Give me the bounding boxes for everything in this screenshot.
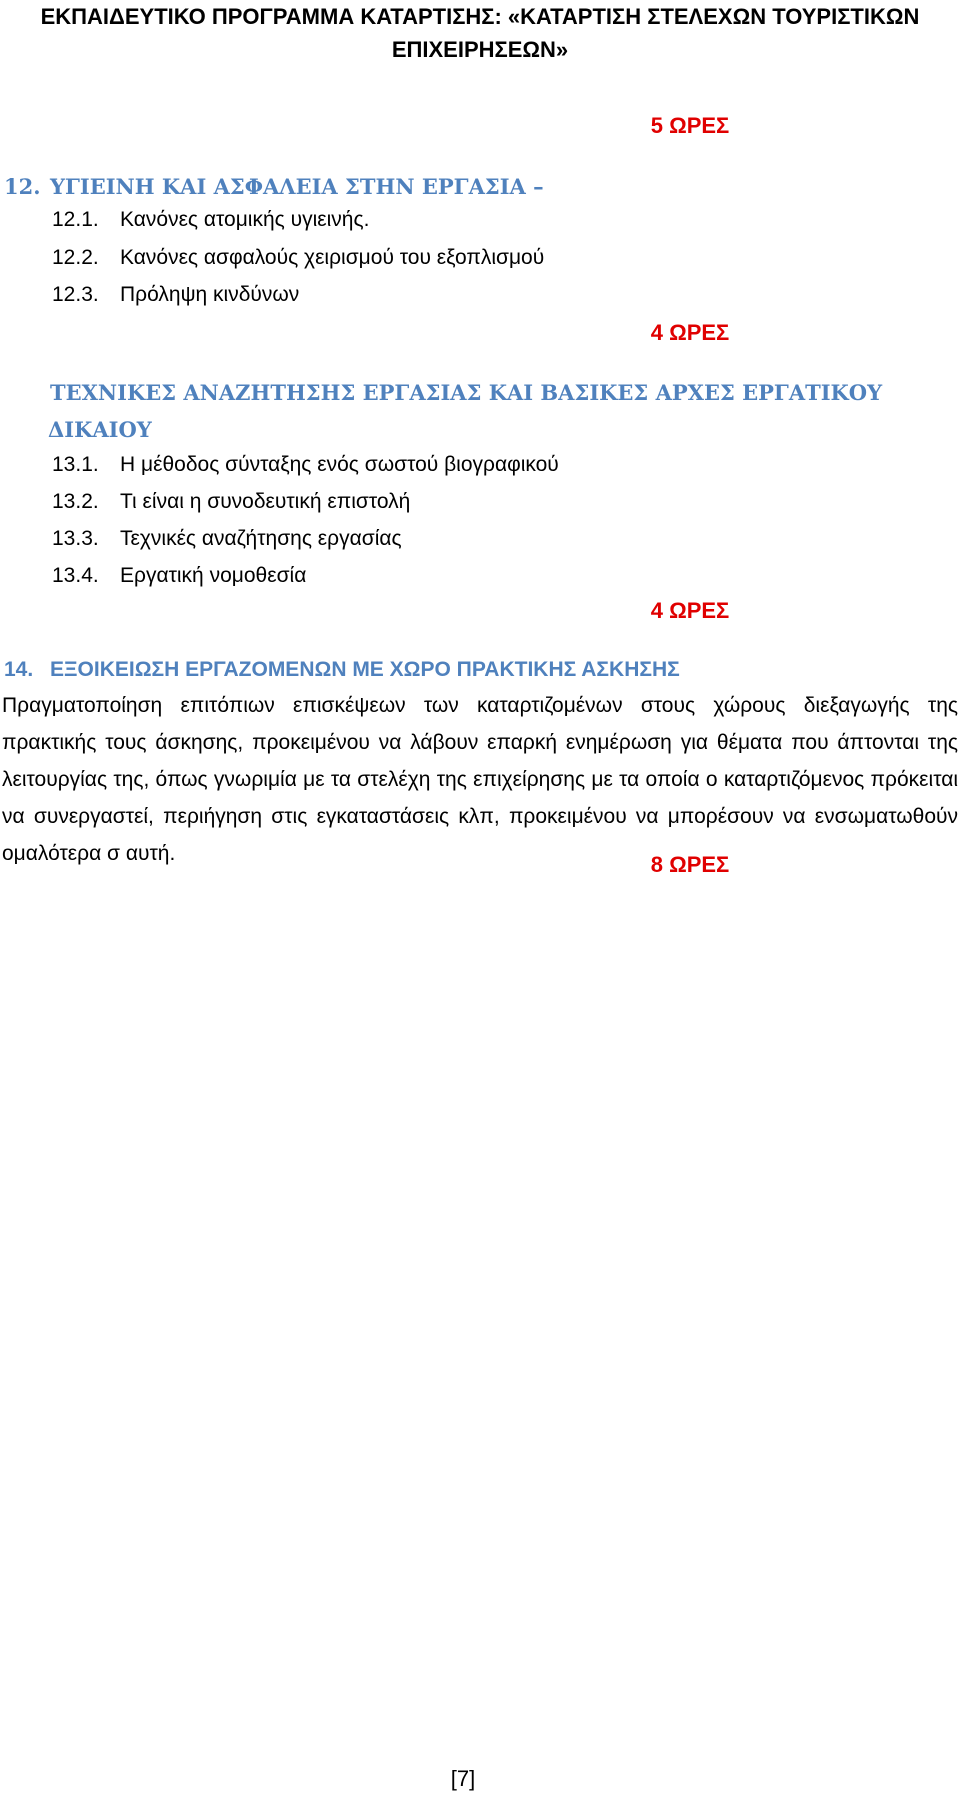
item-13-3-text: Τεχνικές αναζήτησης εργασίας (120, 527, 402, 550)
section-13-title-text: ΤΕΧΝΙΚΕΣ ΑΝΑΖΗΤΗΣΗΣ ΕΡΓΑΣΙΑΣ ΚΑΙ ΒΑΣΙΚΕΣ ΑΡΧΕΣ ΕΡΓΑΤΙΚΟΥ ΔΙΚΑΙΟΥ (48, 380, 883, 442)
item-13-2-number: 13.2. (52, 490, 99, 513)
section-12-end-hours: 4 ΩΡΕΣ (650, 320, 730, 345)
section-13-number (4, 374, 50, 411)
section-12-title (4, 168, 944, 205)
page-number: [7] (450, 1766, 476, 1791)
item-12-3-number: 12.3. (52, 283, 99, 306)
item-12-3-text: Πρόληψη κινδύνων (120, 283, 300, 306)
item-12-1-text: Κανόνες ατομικής υγιεινής. (120, 208, 370, 231)
section-12-hours: 5 ΩΡΕΣ (650, 113, 730, 138)
section-14-hours: 8 ΩΡΕΣ (650, 852, 730, 877)
section-14-paragraph: Πραγματοποίηση επιτόπιων επισκέψεων των καταρτιζομένων στους χώρους διεξαγωγής της πρακτικής τους άσκησης, προκειμένου να λάβουν επαρκή ενημέρωση για θέματα που άπτονται της λειτουργίας της, όπως γνωριμία με τα στελέχη της επιχείρησης με τα οποία ο καταρτιζόμενος πρόκειται να συνεργαστεί, περιήγηση στις εγκαταστάσεις κλπ, προκειμένου να μπορέσουν να ενσωματωθούν ομαλότερα σ αυτή. (2, 694, 958, 865)
document-title-line-1: ΕΚΠΑΙΔΕΥΤΙΚΟ ΠΡΟΓΡΑΜΜΑ ΚΑΤΑΡΤΙΣΗΣ: «ΚΑΤΑΡΤΙΣΗ ΣΤΕΛΕΧΩΝ ΤΟΥΡΙΣΤΙΚΩΝ (40, 4, 920, 29)
section-12-number: 12. (4, 174, 41, 199)
document-header (0, 0, 960, 66)
item-13-1-text: Η μέθοδος σύνταξης ενός σωστού βιογραφικού (120, 453, 559, 476)
item-13-4-text: Εργατική νομοθεσία (120, 564, 307, 587)
item-12-1 (52, 205, 369, 235)
document-title-line-2: ΕΠΙΧΕΙΡΗΣΕΩΝ» (391, 37, 569, 62)
item-12-3 (52, 280, 299, 310)
section-14-title (4, 651, 944, 688)
item-12-2-text: Κανόνες ασφαλούς χειρισμού του εξοπλισμού (120, 246, 545, 269)
item-13-3 (52, 524, 402, 554)
section-12-title-text: ΥΓΙΕΙΝΗ ΚΑΙ ΑΣΦΑΛΕΙΑ ΣΤΗΝ ΕΡΓΑΣΙΑ – (50, 174, 544, 199)
item-13-2-text: Τι είναι η συνοδευτική επιστολή (120, 490, 411, 513)
section-14-title-text: ΕΞΟΙΚΕΙΩΣΗ ΕΡΓΑΖΟΜΕΝΩΝ ΜΕ ΧΩΡΟ ΠΡΑΚΤΙΚΗΣ ΑΣΚΗΣΗΣ (50, 658, 680, 681)
item-13-4-number: 13.4. (52, 564, 99, 587)
item-13-3-number: 13.3. (52, 527, 99, 550)
item-12-2 (52, 243, 544, 273)
item-13-1 (52, 450, 559, 480)
section-13-title (4, 374, 948, 448)
item-12-1-number: 12.1. (52, 208, 99, 231)
section-13-hours: 4 ΩΡΕΣ (650, 598, 730, 623)
item-13-4 (52, 561, 306, 591)
section-14-number: 14. (4, 658, 34, 681)
item-12-2-number: 12.2. (52, 246, 99, 269)
item-13-2 (52, 487, 410, 517)
item-13-1-number: 13.1. (52, 453, 99, 476)
